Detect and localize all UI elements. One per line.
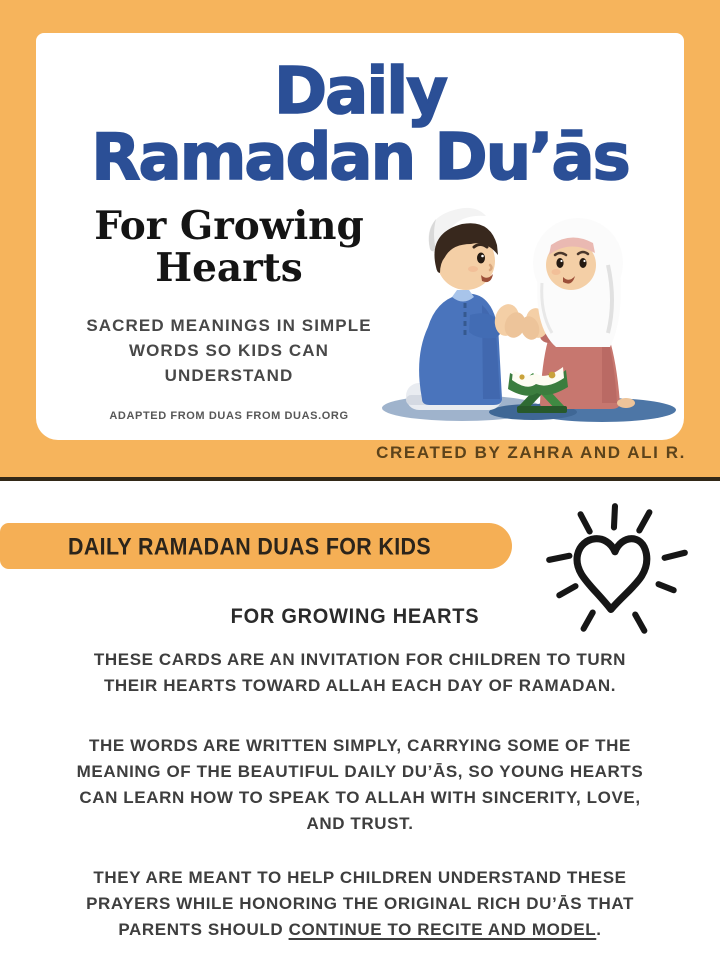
intro-paragraphs — [0, 647, 720, 943]
children-praying-illustration — [370, 205, 680, 425]
title-line-1: Daily — [274, 55, 446, 129]
paragraph-1: THESE CARDS ARE AN INVITATION FOR CHILDREN TO TURN THEIR HEARTS TOWARD ALLAH EACH DAY OF RAMADAN. — [93, 650, 627, 695]
section-subheading: FOR GROWING HEARTS — [230, 605, 480, 628]
title-card — [36, 33, 684, 440]
page-title — [36, 33, 684, 195]
subtitle — [64, 205, 394, 289]
section-banner — [0, 523, 512, 569]
card-body — [36, 191, 684, 431]
credit-line: CREATED BY ZAHRA AND ALI R. — [376, 443, 686, 462]
underlined-phrase: CONTINUE TO RECITE AND MODEL — [288, 920, 597, 939]
paragraph-2: THE WORDS ARE WRITTEN SIMPLY, CARRYING SOME OF THE MEANING OF THE BEAUTIFUL DAILY DU’ĀS, SO YOUNG HEARTS CAN LEARN HOW TO SPEAK TO ALLAH WITH SINCERITY, LOVE, AND TRUST. — [76, 736, 644, 833]
title-line-2: Ramadan Du’ās — [91, 121, 629, 195]
section-banner-label: DAILY RAMADAN DUAS FOR KIDS — [68, 531, 432, 559]
paragraph-3: THEY ARE MEANT TO HELP CHILDREN UNDERSTAND THESE PRAYERS WHILE HONORING THE ORIGINAL RICH DU’ĀS THAT PARENTS SHOULD CONTINUE TO RECITE AND MODEL. — [86, 868, 634, 939]
tagline: SACRED MEANINGS IN SIMPLE WORDS SO KIDS CAN UNDERSTAND — [86, 316, 372, 385]
attribution-note: ADAPTED FROM DUAS FROM DUAS.ORG — [109, 410, 349, 422]
card-left-column — [64, 205, 394, 422]
praying-kids-image — [370, 205, 680, 425]
hero-section — [0, 0, 720, 481]
subtitle-line-1: For Growing — [94, 203, 364, 249]
subtitle-line-2: Hearts — [155, 245, 303, 291]
